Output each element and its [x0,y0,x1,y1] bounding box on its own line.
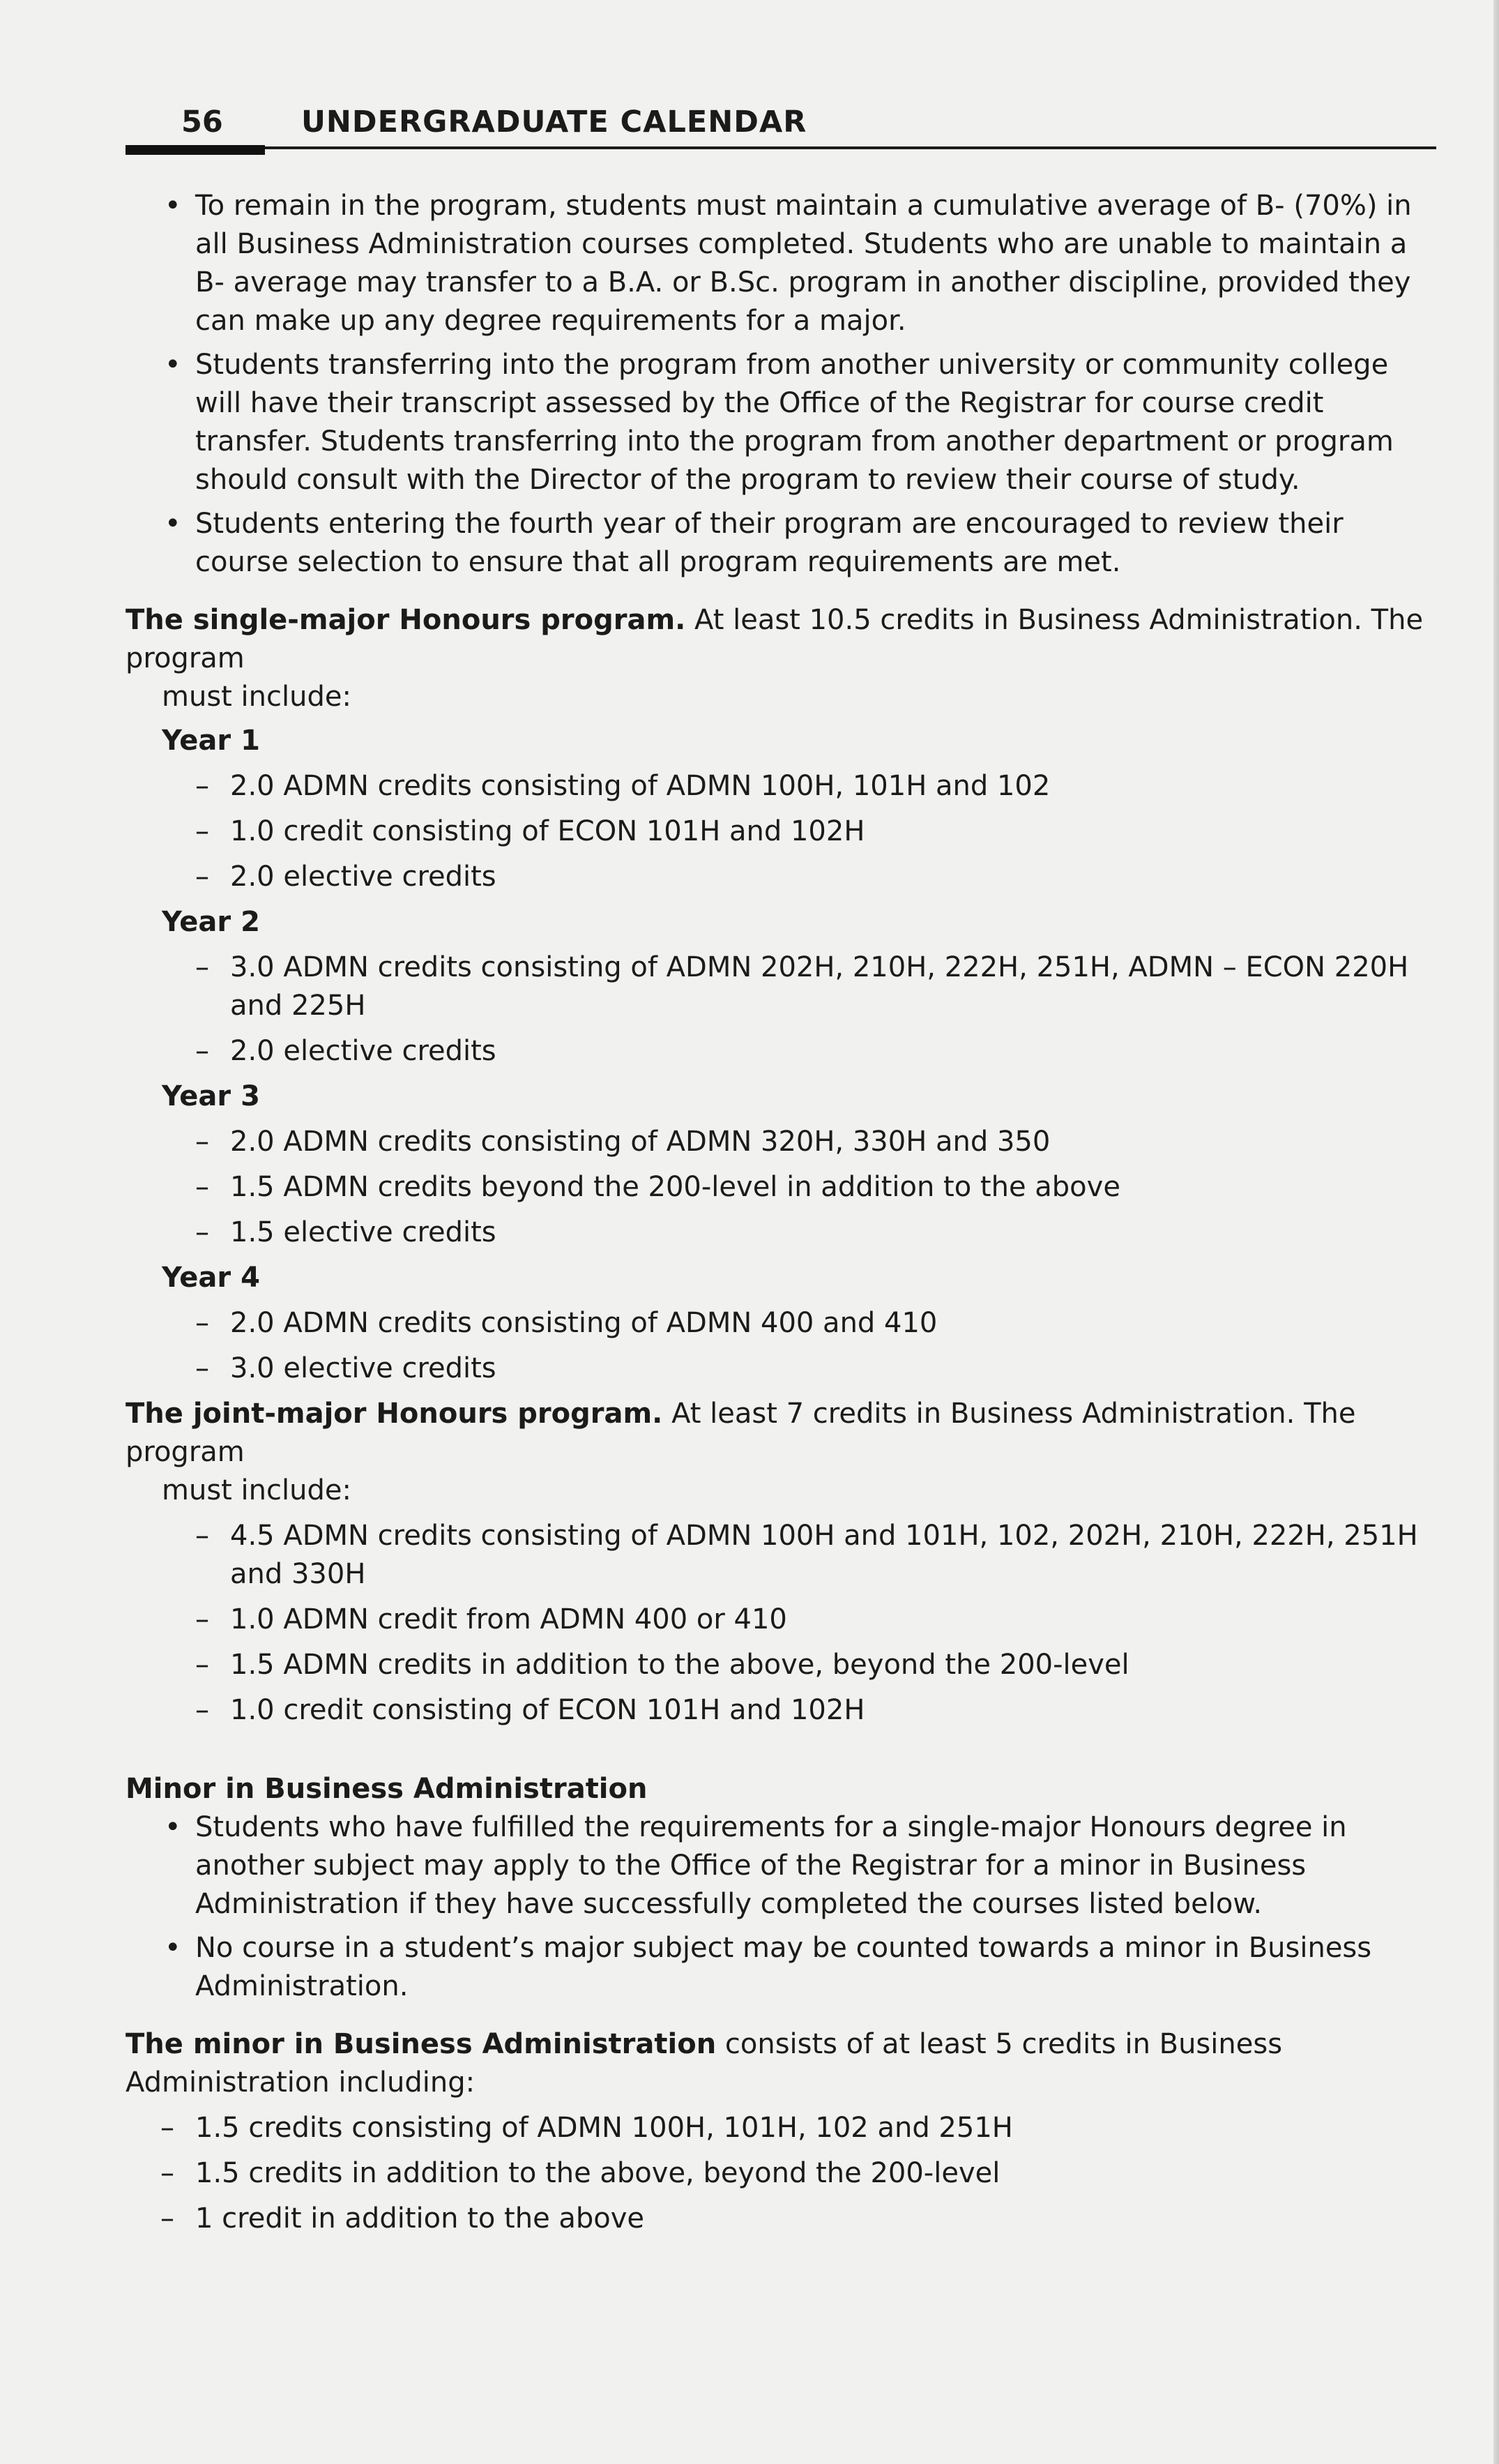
bullet-icon: • [165,190,181,222]
bullet-icon: • [165,1811,181,1843]
requirement-item: – 1.0 ADMN credit from ADMN 400 or 410 [195,1603,787,1635]
intro-bullet-list [125,187,1436,582]
requirement-item: – 1.5 credits in addition to the above, beyond the 200-level [160,2157,1000,2189]
header-rule-accent [125,145,265,155]
bullet-icon: • [165,349,181,381]
requirement-item: – 3.0 elective credits [195,1352,496,1384]
bullet-icon: • [165,1932,181,1964]
requirement-item: – 2.0 ADMN credits consisting of ADMN 400 and 410 [195,1307,938,1339]
single-major-title: The single-major Honours program. [125,604,686,636]
intro-bullet: • Students entering the fourth year of their program are encouraged to review their course selection to ensure that all program requirements are met. [125,505,1436,582]
requirement-list [125,767,1436,896]
year-block [125,1078,1436,1252]
requirement-list [125,2109,1436,2238]
header-rule [125,146,1436,149]
intro-bullet: • Students transferring into the program from another university or community college will have their transcript assessed by the Office of the Registrar for course credit transfer. Students transferring into the program from another department or program should consult with the Director of the program to review their course of study. [125,346,1436,499]
page-content [125,187,1436,2245]
page-edge [1493,0,1499,2464]
requirement-item: – 1.0 credit consisting of ECON 101H and 102H [195,1694,865,1726]
year-block [125,1259,1436,1388]
requirement-item: – 2.0 elective credits [195,861,496,893]
requirement-item: – 4.5 ADMN credits consisting of ADMN 100H and 101H, 102, 202H, 210H, 222H, 251H and 330H [195,1520,1418,1590]
running-title: UNDERGRADUATE CALENDAR [301,105,807,139]
joint-major-intro: The joint-major Honours program. At least 7 credits in Business Administration. The program must include: [125,1398,1356,1506]
year-heading: Year 2 [162,906,260,938]
year-heading: Year 4 [162,1262,260,1294]
minor-bullet: • No course in a student’s major subject may be counted towards a minor in Business Administration. [125,1929,1436,2006]
requirement-item: – 2.0 ADMN credits consisting of ADMN 100H, 101H and 102 [195,770,1051,802]
requirement-list [125,1517,1436,1730]
requirement-item: – 1.5 elective credits [195,1216,496,1248]
requirement-item: – 2.0 elective credits [195,1035,496,1067]
minor-bullet-list [125,1808,1436,2006]
requirement-item: – 1.5 ADMN credits beyond the 200-level in addition to the above [195,1171,1120,1203]
bullet-icon: • [165,508,181,540]
minor-program-title: The minor in Business Administration [125,2028,717,2060]
minor-program-intro: The minor in Business Administration consists of at least 5 credits in Business Administration including: [125,2028,1283,2099]
year-heading: Year 3 [162,1080,260,1112]
minor-bullet: • Students who have fulfilled the requirements for a single-major Honours degree in another subject may apply to the Office of the Registrar for a minor in Business Administration if they have successfully completed the courses listed below. [125,1808,1436,1923]
joint-major-title: The joint-major Honours program. [125,1398,663,1430]
year-heading: Year 1 [162,725,260,757]
requirement-item: – 1.5 ADMN credits in addition to the above, beyond the 200-level [195,1649,1129,1681]
page-header [125,105,1436,153]
single-major-intro: The single-major Honours program. At least 10.5 credits in Business Administration. The program must include: [125,604,1424,713]
requirement-list [125,1123,1436,1252]
year-block [125,903,1436,1071]
requirement-item: – 1.5 credits consisting of ADMN 100H, 101H, 102 and 251H [160,2112,1013,2144]
requirement-item: – 3.0 ADMN credits consisting of ADMN 202H, 210H, 222H, 251H, ADMN – ECON 220H and 225H [195,951,1409,1022]
requirement-item: – 1.0 credit consisting of ECON 101H and 102H [195,815,865,847]
requirement-list [125,948,1436,1071]
minor-heading: Minor in Business Administration [125,1773,648,1805]
requirement-item: – 2.0 ADMN credits consisting of ADMN 320H, 330H and 350 [195,1126,1051,1158]
intro-bullet: • To remain in the program, students must maintain a cumulative average of B- (70%) in all Business Administration courses completed. Students who are unable to maintain a B- average may transfer to a B.A. or B.Sc. program in another discipline, provided they can make up any degree requirements for a major. [125,187,1436,340]
year-block [125,722,1436,896]
page-number: 56 [181,105,223,139]
requirement-list [125,1304,1436,1388]
requirement-item: – 1 credit in addition to the above [160,2202,645,2235]
